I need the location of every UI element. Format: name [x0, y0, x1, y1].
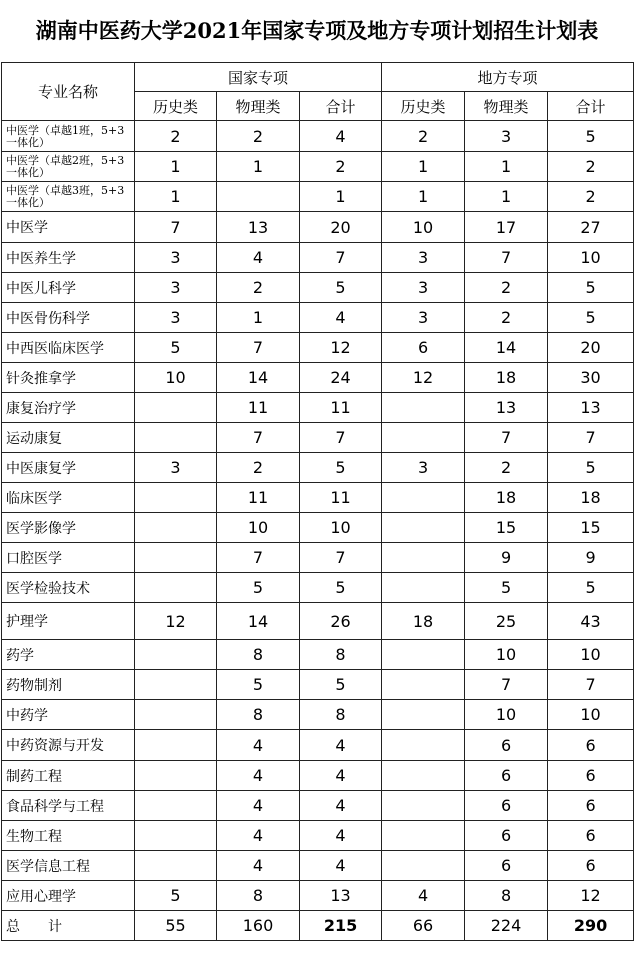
value-cell-nt: 8	[300, 640, 382, 670]
value-cell-lp: 2	[465, 453, 548, 483]
value-cell-np: 2	[217, 453, 300, 483]
value-cell-lp: 1	[465, 182, 548, 212]
table-row	[2, 513, 634, 543]
value-cell-lp: 6	[465, 821, 548, 851]
major-name-cell: 护理学	[2, 603, 135, 640]
value-cell-nh: 5	[135, 881, 217, 911]
table-row	[2, 851, 634, 881]
value-cell-nt: 4	[300, 851, 382, 881]
value-cell-nh	[135, 640, 217, 670]
value-cell-lt: 10	[548, 243, 634, 273]
value-cell-lt: 43	[548, 603, 634, 640]
local-physics-header: 物理类	[465, 92, 548, 121]
value-cell-lh: 1	[382, 182, 465, 212]
value-cell-nt: 4	[300, 791, 382, 821]
value-cell-nh	[135, 730, 217, 761]
value-cell-lt: 6	[548, 730, 634, 761]
total-cell-np: 160	[217, 911, 300, 941]
value-cell-nt: 4	[300, 730, 382, 761]
value-cell-lh: 4	[382, 881, 465, 911]
major-name-cell: 针灸推拿学	[2, 363, 135, 393]
value-cell-lt: 6	[548, 791, 634, 821]
value-cell-nh	[135, 423, 217, 453]
value-cell-lh: 2	[382, 121, 465, 152]
value-cell-nh: 7	[135, 212, 217, 243]
major-name-cell: 中医学（卓越2班，5+3一体化）	[2, 152, 135, 182]
value-cell-lh	[382, 670, 465, 700]
value-cell-lh	[382, 730, 465, 761]
value-cell-np: 5	[217, 670, 300, 700]
value-cell-nh	[135, 791, 217, 821]
value-cell-lh	[382, 513, 465, 543]
major-name-cell: 中医学（卓越3班，5+3一体化）	[2, 182, 135, 212]
value-cell-nh: 10	[135, 363, 217, 393]
value-cell-nt: 20	[300, 212, 382, 243]
value-cell-nh: 1	[135, 182, 217, 212]
value-cell-lp: 17	[465, 212, 548, 243]
table-row	[2, 730, 634, 761]
value-cell-lp: 25	[465, 603, 548, 640]
value-cell-lt: 5	[548, 273, 634, 303]
table-row	[2, 152, 634, 182]
major-name-cell: 中药学	[2, 700, 135, 730]
value-cell-lt: 2	[548, 152, 634, 182]
table-row	[2, 453, 634, 483]
value-cell-nt: 7	[300, 543, 382, 573]
value-cell-lp: 6	[465, 730, 548, 761]
major-name-cell: 药物制剂	[2, 670, 135, 700]
value-cell-nt: 1	[300, 182, 382, 212]
value-cell-nh	[135, 483, 217, 513]
major-name-cell: 药学	[2, 640, 135, 670]
value-cell-nt: 5	[300, 573, 382, 603]
major-name-cell: 生物工程	[2, 821, 135, 851]
value-cell-lt: 13	[548, 393, 634, 423]
value-cell-np: 4	[217, 851, 300, 881]
value-cell-np: 4	[217, 761, 300, 791]
value-cell-lt: 5	[548, 303, 634, 333]
table-row	[2, 212, 634, 243]
value-cell-lh	[382, 543, 465, 573]
value-cell-lt: 7	[548, 670, 634, 700]
value-cell-lp: 18	[465, 363, 548, 393]
header-row-groups	[2, 63, 634, 92]
value-cell-np: 1	[217, 152, 300, 182]
major-name-cell: 制药工程	[2, 761, 135, 791]
value-cell-lp: 6	[465, 761, 548, 791]
major-name-cell: 中医学	[2, 212, 135, 243]
table-row	[2, 543, 634, 573]
major-name-cell: 中医养生学	[2, 243, 135, 273]
value-cell-lp: 2	[465, 303, 548, 333]
value-cell-lp: 14	[465, 333, 548, 363]
total-cell-lh: 66	[382, 911, 465, 941]
value-cell-nt: 12	[300, 333, 382, 363]
value-cell-lh: 3	[382, 243, 465, 273]
value-cell-lp: 3	[465, 121, 548, 152]
value-cell-lp: 8	[465, 881, 548, 911]
value-cell-nt: 5	[300, 453, 382, 483]
value-cell-np: 11	[217, 393, 300, 423]
value-cell-nh: 3	[135, 243, 217, 273]
table-row	[2, 483, 634, 513]
value-cell-nh	[135, 700, 217, 730]
local-special-header: 地方专项	[382, 63, 634, 92]
total-cell-nt: 215	[300, 911, 382, 941]
page-title: 湖南中医药大学2021年国家专项及地方专项计划招生计划表	[35, 18, 599, 43]
value-cell-lh	[382, 393, 465, 423]
value-cell-nt: 4	[300, 821, 382, 851]
table-row	[2, 761, 634, 791]
value-cell-lt: 9	[548, 543, 634, 573]
table-row	[2, 791, 634, 821]
value-cell-lt: 6	[548, 821, 634, 851]
value-cell-np: 4	[217, 730, 300, 761]
value-cell-lp: 5	[465, 573, 548, 603]
value-cell-lp: 6	[465, 851, 548, 881]
major-name-cell: 食品科学与工程	[2, 791, 135, 821]
value-cell-lt: 15	[548, 513, 634, 543]
total-cell-lp: 224	[465, 911, 548, 941]
table-row	[2, 363, 634, 393]
value-cell-lt: 27	[548, 212, 634, 243]
value-cell-np: 2	[217, 273, 300, 303]
value-cell-nh	[135, 573, 217, 603]
table-row	[2, 243, 634, 273]
value-cell-np: 7	[217, 543, 300, 573]
major-name-cell: 应用心理学	[2, 881, 135, 911]
value-cell-lp: 13	[465, 393, 548, 423]
table-row	[2, 821, 634, 851]
value-cell-lp: 7	[465, 423, 548, 453]
value-cell-lt: 10	[548, 640, 634, 670]
major-name-cell: 口腔医学	[2, 543, 135, 573]
value-cell-np: 5	[217, 573, 300, 603]
value-cell-np: 4	[217, 821, 300, 851]
value-cell-lh: 3	[382, 303, 465, 333]
value-cell-np: 1	[217, 303, 300, 333]
value-cell-lh: 12	[382, 363, 465, 393]
national-history-header: 历史类	[135, 92, 217, 121]
value-cell-np: 10	[217, 513, 300, 543]
value-cell-np: 8	[217, 881, 300, 911]
value-cell-nt: 8	[300, 700, 382, 730]
table-row	[2, 603, 634, 640]
value-cell-nt: 26	[300, 603, 382, 640]
value-cell-nt: 5	[300, 670, 382, 700]
total-row	[2, 911, 634, 941]
value-cell-nh: 3	[135, 273, 217, 303]
value-cell-np: 13	[217, 212, 300, 243]
major-name-cell: 临床医学	[2, 483, 135, 513]
value-cell-lt: 6	[548, 761, 634, 791]
value-cell-lp: 10	[465, 640, 548, 670]
value-cell-lt: 5	[548, 121, 634, 152]
value-cell-lh: 6	[382, 333, 465, 363]
value-cell-lp: 7	[465, 670, 548, 700]
table-row	[2, 121, 634, 152]
value-cell-np: 4	[217, 791, 300, 821]
value-cell-lh	[382, 761, 465, 791]
major-name-cell: 医学信息工程	[2, 851, 135, 881]
value-cell-np	[217, 182, 300, 212]
value-cell-nt: 5	[300, 273, 382, 303]
value-cell-np: 8	[217, 700, 300, 730]
value-cell-nh: 12	[135, 603, 217, 640]
value-cell-lh	[382, 791, 465, 821]
value-cell-lp: 10	[465, 700, 548, 730]
value-cell-lt: 2	[548, 182, 634, 212]
value-cell-nh	[135, 543, 217, 573]
value-cell-lh: 1	[382, 152, 465, 182]
major-name-cell: 医学检验技术	[2, 573, 135, 603]
value-cell-lh: 10	[382, 212, 465, 243]
value-cell-lh	[382, 851, 465, 881]
value-cell-lh	[382, 483, 465, 513]
value-cell-lp: 1	[465, 152, 548, 182]
value-cell-nt: 7	[300, 423, 382, 453]
value-cell-lp: 6	[465, 791, 548, 821]
value-cell-nt: 24	[300, 363, 382, 393]
major-name-cell: 医学影像学	[2, 513, 135, 543]
value-cell-lh	[382, 573, 465, 603]
national-special-header: 国家专项	[135, 63, 382, 92]
value-cell-np: 2	[217, 121, 300, 152]
value-cell-nt: 11	[300, 393, 382, 423]
value-cell-nh: 3	[135, 453, 217, 483]
value-cell-nt: 13	[300, 881, 382, 911]
value-cell-lt: 6	[548, 851, 634, 881]
value-cell-lt: 10	[548, 700, 634, 730]
table-row	[2, 303, 634, 333]
value-cell-nt: 4	[300, 761, 382, 791]
total-cell-lt: 290	[548, 911, 634, 941]
major-name-header: 专业名称	[2, 63, 135, 121]
value-cell-np: 7	[217, 423, 300, 453]
national-total-header: 合计	[300, 92, 382, 121]
value-cell-lp: 7	[465, 243, 548, 273]
enrollment-plan-table	[1, 62, 634, 941]
major-name-cell: 中医学（卓越1班，5+3一体化）	[2, 121, 135, 152]
value-cell-nt: 2	[300, 152, 382, 182]
value-cell-lh: 3	[382, 453, 465, 483]
value-cell-np: 14	[217, 603, 300, 640]
table-row	[2, 273, 634, 303]
table-row	[2, 700, 634, 730]
value-cell-lh	[382, 423, 465, 453]
value-cell-lp: 9	[465, 543, 548, 573]
value-cell-np: 7	[217, 333, 300, 363]
value-cell-lp: 18	[465, 483, 548, 513]
major-name-cell: 中药资源与开发	[2, 730, 135, 761]
value-cell-nh: 1	[135, 152, 217, 182]
local-history-header: 历史类	[382, 92, 465, 121]
total-label: 总 计	[2, 911, 135, 941]
value-cell-nh	[135, 761, 217, 791]
value-cell-nt: 7	[300, 243, 382, 273]
value-cell-lp: 15	[465, 513, 548, 543]
table-row	[2, 670, 634, 700]
value-cell-np: 8	[217, 640, 300, 670]
value-cell-lh	[382, 821, 465, 851]
value-cell-np: 14	[217, 363, 300, 393]
table-row	[2, 393, 634, 423]
table-row	[2, 333, 634, 363]
local-total-header: 合计	[548, 92, 634, 121]
value-cell-nt: 11	[300, 483, 382, 513]
value-cell-nh	[135, 513, 217, 543]
value-cell-lt: 18	[548, 483, 634, 513]
value-cell-nt: 4	[300, 303, 382, 333]
major-name-cell: 中西医临床医学	[2, 333, 135, 363]
major-name-cell: 运动康复	[2, 423, 135, 453]
value-cell-nh	[135, 670, 217, 700]
value-cell-nh: 3	[135, 303, 217, 333]
value-cell-nh	[135, 821, 217, 851]
value-cell-nh: 2	[135, 121, 217, 152]
value-cell-nh	[135, 851, 217, 881]
value-cell-np: 4	[217, 243, 300, 273]
value-cell-nt: 4	[300, 121, 382, 152]
table-row	[2, 573, 634, 603]
value-cell-np: 11	[217, 483, 300, 513]
national-physics-header: 物理类	[217, 92, 300, 121]
major-name-cell: 康复治疗学	[2, 393, 135, 423]
value-cell-nh	[135, 393, 217, 423]
table-row	[2, 881, 634, 911]
value-cell-lh	[382, 700, 465, 730]
value-cell-lp: 2	[465, 273, 548, 303]
value-cell-lt: 7	[548, 423, 634, 453]
table-row	[2, 640, 634, 670]
table-row	[2, 182, 634, 212]
major-name-cell: 中医儿科学	[2, 273, 135, 303]
value-cell-lh: 18	[382, 603, 465, 640]
major-name-cell: 中医骨伤科学	[2, 303, 135, 333]
value-cell-nh: 5	[135, 333, 217, 363]
table-row	[2, 423, 634, 453]
value-cell-lt: 5	[548, 573, 634, 603]
value-cell-lt: 12	[548, 881, 634, 911]
major-name-cell: 中医康复学	[2, 453, 135, 483]
value-cell-lt: 30	[548, 363, 634, 393]
total-cell-nh: 55	[135, 911, 217, 941]
value-cell-lt: 20	[548, 333, 634, 363]
value-cell-lh	[382, 640, 465, 670]
value-cell-nt: 10	[300, 513, 382, 543]
value-cell-lh: 3	[382, 273, 465, 303]
value-cell-lt: 5	[548, 453, 634, 483]
